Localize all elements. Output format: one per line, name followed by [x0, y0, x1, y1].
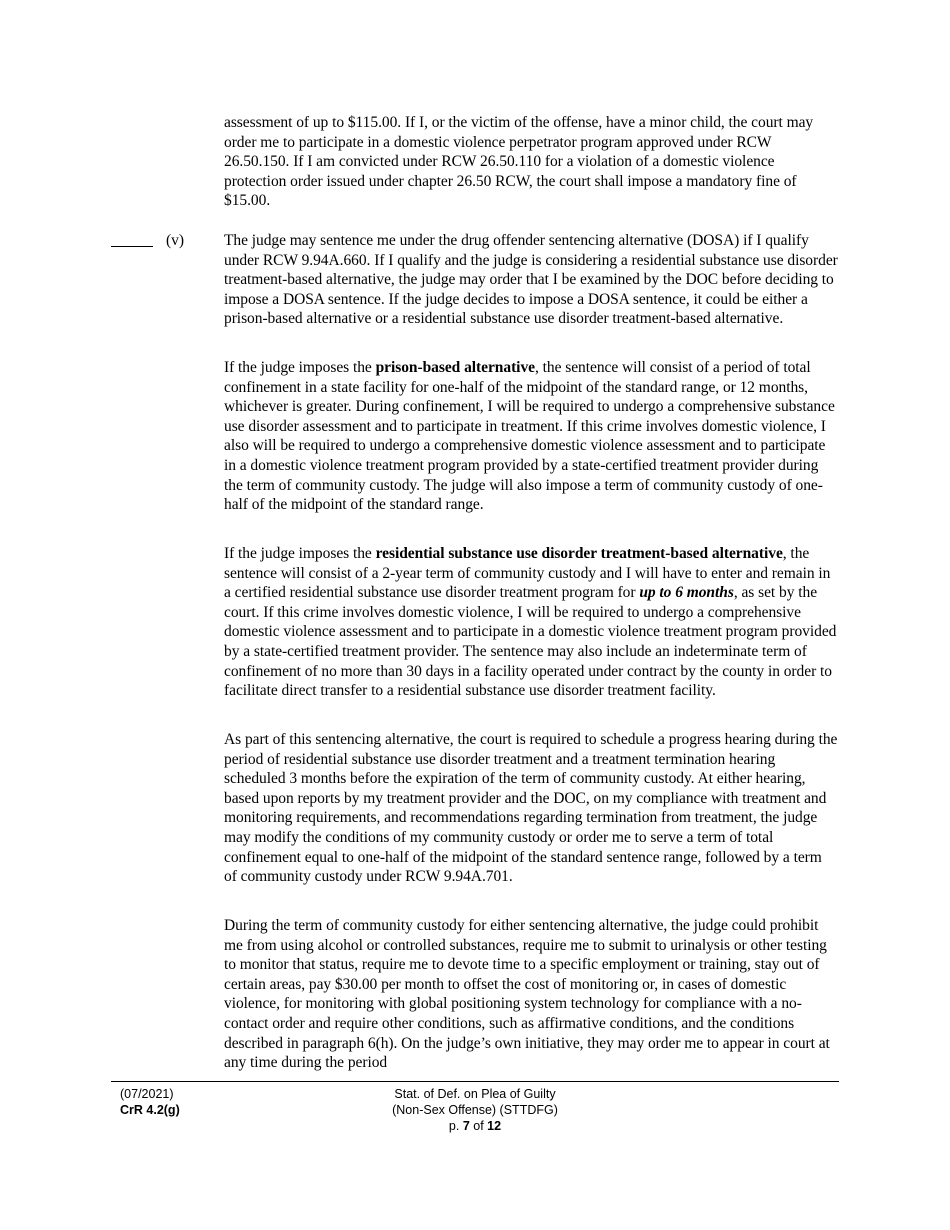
initials-blank[interactable]: [111, 229, 153, 247]
bold-term: prison-based alternative: [375, 359, 535, 376]
community-custody-paragraph: During the term of community custody for either sentencing alternative, the judge could prohibit me from using alcohol or controlled substances, require me to submit to urinalysis or other testing to monitor that status, require me to devote time to a specific employment or training, stay out of certain areas, pay $30.00 per month to offset the cost of monitoring or, in cases of domestic violence, for monitoring with global positioning system technology for compliance with a no-contact order and require other conditions, such as affirmative conditions, and the conditions described in paragraph 6(h). On the judge’s own initiative, they may order me to appear in court at any time during the period: [224, 917, 830, 1072]
text-run: , the sentence will consist of a period of total confinement in a state facility for one-half of the midpoint of the standard range, or 12 months, whichever is greater. During confinement, I will be required to undergo a comprehensive substance use disorder assessment and to participate in treatment. If this crime involves domestic violence, I also will be required to undergo a comprehensive domestic violence assessment and to participate in a domestic violence treatment program provided by a state-certified treatment provider during the term of community custody. The judge will also impose a term of community custody of one-half of the midpoint of the standard range.: [224, 359, 835, 514]
footer-divider: [111, 1081, 839, 1082]
form-date: (07/2021): [120, 1087, 174, 1101]
bold-italic-term: up to 6 months: [639, 584, 734, 602]
continuation-paragraph: assessment of up to $115.00. If I, or the victim of the offense, have a minor child, the court may order me to participate in a domestic violence perpetrator program approved under RCW 26.50.150. If I am convicted under RCW 26.50.110 for a violation of a domestic violence protection order issued under chapter 26.50 RCW, the court shall impose a mandatory fine of $15.00.: [224, 114, 814, 210]
page-total: 12: [487, 1119, 502, 1133]
text-run: If the judge imposes the: [224, 545, 376, 562]
court-rule: CrR 4.2(g): [120, 1103, 180, 1117]
form-title-line2: (Non-Sex Offense) (STTDFG): [392, 1103, 558, 1117]
text-run: , as set by the court. If this crime involves domestic violence, I will be required to undergo a comprehensive domestic violence assessment and to participate in a domestic violence treatment program provided by a state-certified treatment provider. The sentence may also include an indeterminate term of confinement of no more than 30 days in a facility operated under contract by the county in order to facilitate direct transfer to a residential substance use disorder treatment facility.: [224, 584, 837, 700]
item-label: (v): [166, 232, 185, 249]
text-run: , the sentence will consist of a 2-year term of community custody and I will have to enter and remain in a certified residential substance use disorder treatment program for: [224, 545, 831, 602]
dosa-intro-paragraph: The judge may sentence me under the drug offender sentencing alternative (DOSA) if I qualify under RCW 9.94A.660. If I qualify and the judge is considering a residential substance use disorder treatment-based alternative, the judge may order that I be examined by the DOC before deciding to impose a DOSA sentence. If the judge decides to impose a DOSA sentence, it could be either a prison-based alternative or a residential substance use disorder treatment-based alternative.: [224, 232, 838, 328]
progress-hearing-paragraph: As part of this sentencing alternative, the court is required to schedule a progress hearing during the period of residential substance use disorder treatment and a treatment termination hearing scheduled 3 months before the expiration of the term of community custody. At either hearing, based upon reports by my treatment provider and the DOC, on my compliance with treatment and monitoring requirements, and recommendations regarding termination from treatment, the judge may modify the conditions of my community custody or order me to serve a term of total confinement equal to one-half of the midpoint of the standard sentence range, followed by a term of community custody under RCW 9.94A.701.: [224, 731, 838, 886]
footer-center: [325, 1086, 625, 1134]
page-number: [325, 1118, 625, 1134]
residential-treatment-paragraph: [224, 544, 838, 701]
text-run: If the judge imposes the: [224, 359, 376, 376]
page-current: 7: [462, 1119, 470, 1133]
form-title-line1: Stat. of Def. on Plea of Guilty: [394, 1087, 556, 1101]
prison-based-paragraph: [224, 358, 838, 515]
page-of: of: [469, 1119, 488, 1133]
bold-term: residential substance use disorder treatment-based alternative: [375, 545, 783, 562]
page-prefix: p.: [448, 1119, 463, 1133]
footer-left: [120, 1086, 180, 1118]
